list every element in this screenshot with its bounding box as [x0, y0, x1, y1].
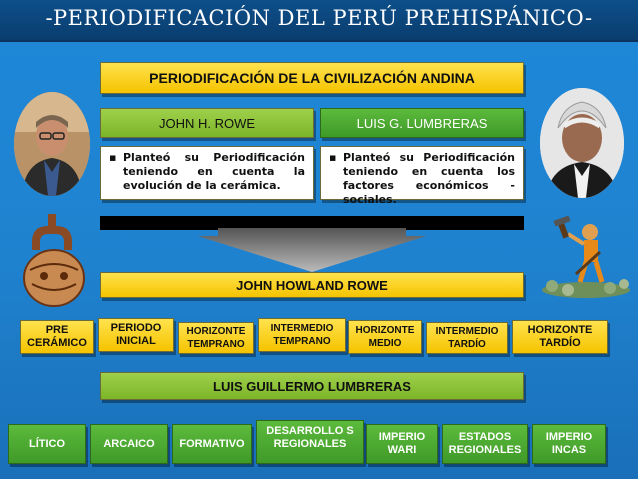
title-bar [0, 0, 638, 42]
rowe-period-intermedio-tardio: INTERMEDIO TARDÍO [426, 322, 508, 354]
author-lumbreras-box: LUIS G. LUMBRERAS [320, 108, 524, 138]
lumbreras-period-arcaico: ARCAICO [90, 424, 168, 464]
ceramic-vessel-image [20, 210, 90, 308]
lumbreras-heading: LUIS GUILLERMO LUMBRERAS [100, 372, 524, 400]
rowe-period-horizonte-tardio: HORIZONTE TARDÍO [512, 320, 608, 354]
down-arrow-icon [198, 228, 426, 272]
worker-illustration [540, 212, 632, 298]
lumbreras-description [320, 146, 524, 206]
lumbreras-period-estados-regionales: ESTADOS REGIONALES [442, 424, 528, 464]
rowe-period-intermedio-temprano: INTERMEDIO TEMPRANO [258, 318, 346, 352]
slide-title: -PERIODIFICACIÓN DEL PERÚ PREHISPÁNICO- [45, 6, 593, 30]
lumbreras-period-imperio-incas: IMPERIO INCAS [532, 424, 606, 464]
author-rowe-box: JOHN H. ROWE [100, 108, 314, 138]
main-heading: PERIODIFICACIÓN DE LA CIVILIZACIÓN ANDINA [100, 62, 524, 94]
rowe-period-horizonte-medio: HORIZONTE MEDIO [348, 320, 422, 354]
bullet-icon: ▪ [109, 151, 117, 164]
lumbreras-description-text: Planteó su Periodificación teniendo en cuenta los factores económicos -sociales. [343, 151, 515, 206]
portrait-left-photo [14, 92, 90, 196]
rowe-period-horizonte-temprano: HORIZONTE TEMPRANO [178, 322, 254, 354]
lumbreras-period-desarrollos-regionales: DESARROLLO S REGIONALES [256, 420, 364, 464]
lumbreras-period-formativo: FORMATIVO [172, 424, 252, 464]
rowe-heading: JOHN HOWLAND ROWE [100, 272, 524, 298]
rowe-period-pre-ceramico: PRE CERÁMICO [20, 320, 94, 354]
lumbreras-period-litico: LÍTICO [8, 424, 86, 464]
rowe-description [100, 146, 314, 200]
bullet-icon: ▪ [329, 151, 337, 164]
rowe-period-inicial: PERIODO INICIAL [98, 318, 174, 352]
lumbreras-period-imperio-wari: IMPERIO WARI [366, 424, 438, 464]
portrait-right-photo [540, 88, 624, 198]
rowe-description-text: Planteó su Periodificación teniendo en cuenta la evolución de la cerámica. [123, 151, 305, 192]
